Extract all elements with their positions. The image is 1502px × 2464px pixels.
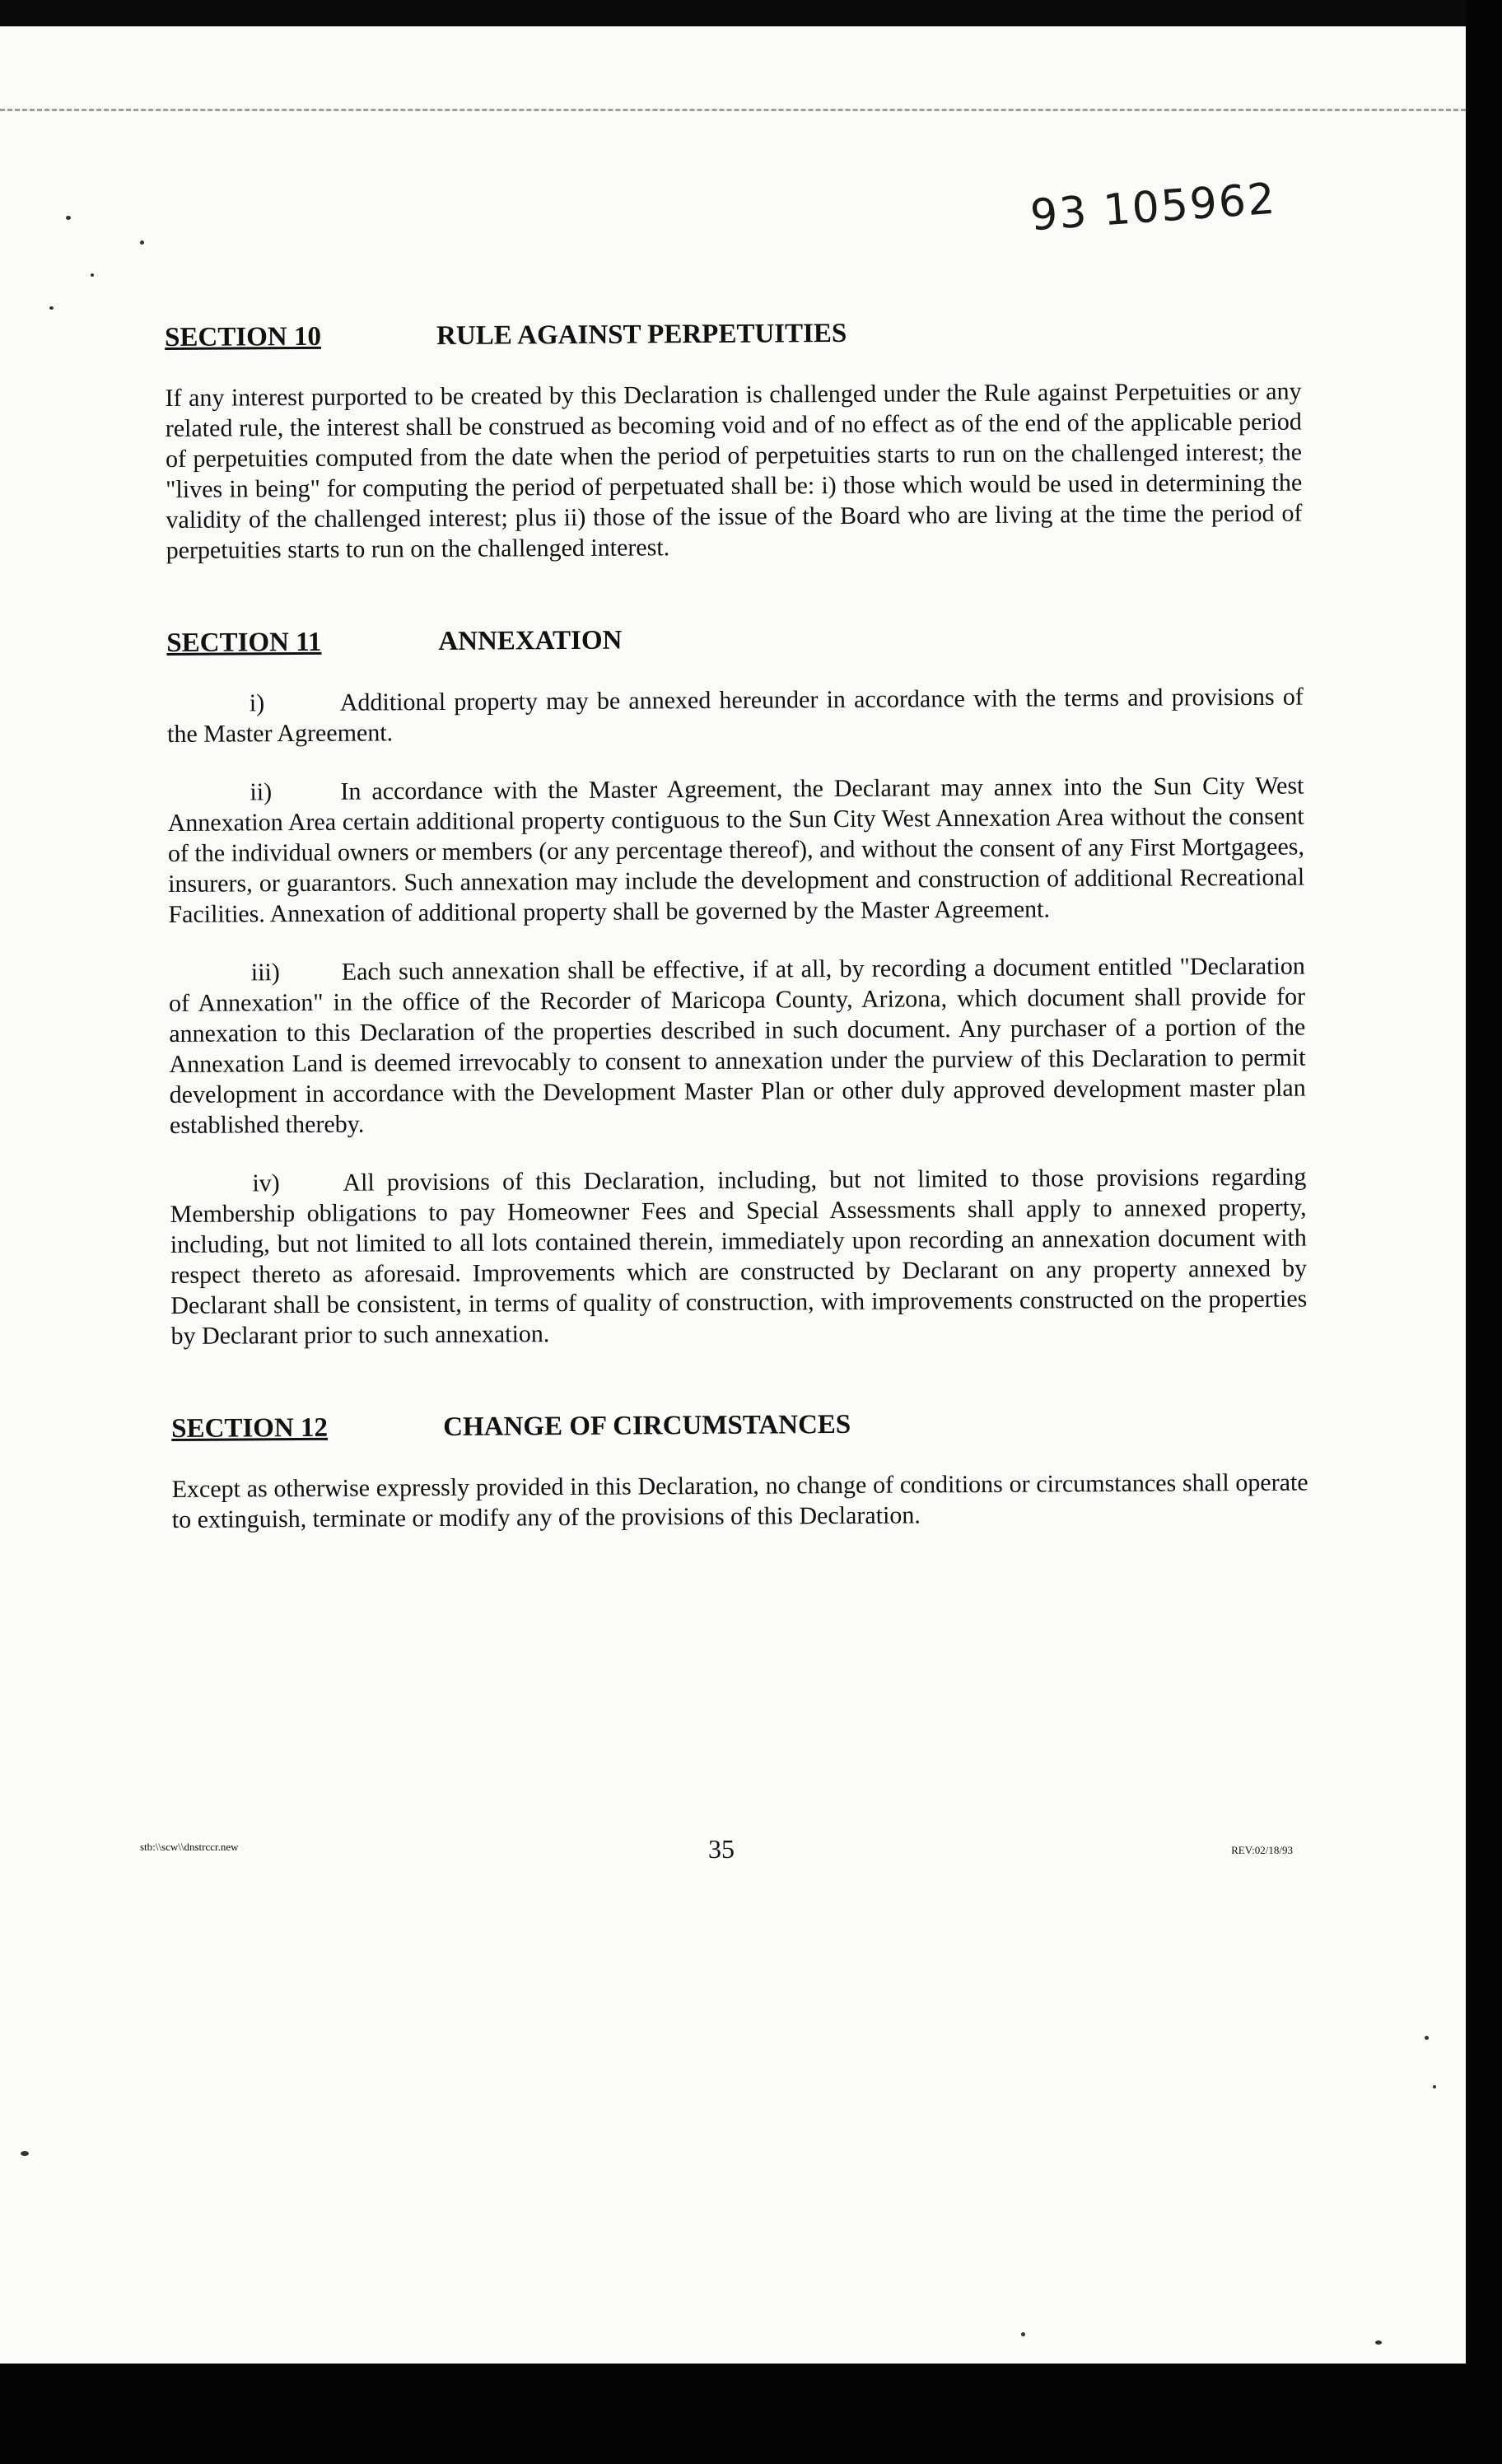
section-title: CHANGE OF CIRCUMSTANCES — [443, 1409, 851, 1442]
clause-marker: i) — [249, 689, 265, 717]
clause-marker: iii) — [250, 959, 280, 987]
clause-marker: iv) — [252, 1169, 280, 1197]
scan-speck — [1021, 2332, 1025, 2336]
annexation-clause-ii — [167, 771, 1304, 930]
clause-text: Each such annexation shall be effective, if at all, by recording a document entitled "Declaration of Annexation" in the office of the Recorder of Maricopa County, Arizona, which document shall provide for annexation to this Declaration of the properties described in such document. Any purchaser of a portion of the Annexation Land is deemed irrevocably to consent to annexation under the purview of this Declaration to permit development in accordance with the Development Master Plan or other duly approved development master plan established thereby. — [168, 952, 1306, 1139]
section-10-heading — [165, 316, 1301, 353]
scan-speck — [1433, 2085, 1436, 2088]
clause-marker: ii) — [250, 778, 273, 806]
section-12-heading — [171, 1407, 1308, 1444]
scan-speck — [140, 240, 144, 245]
clause-text: In accordance with the Master Agreement, the Declarant may annex into the Sun City West Annexation Area certain additional property contiguous to the Sun City West Annexation Area without the consent of the individual owners or members (or any percentage thereof), and without the consent of any First Mortgagees, insurers, or guarantors. Such annexation may include the development and construction of additional Recreational Facilities. Annexation of additional property shall be governed by the Master Agreement. — [167, 772, 1305, 928]
section-12-paragraph: Except as otherwise expressly provided in this Declaration, no change of conditions or circumstances shall operate to extinguish, terminate or modify any of the provisions of this Declaration. — [171, 1468, 1308, 1533]
annexation-clause-iv — [170, 1162, 1307, 1351]
scan-speck — [66, 216, 71, 220]
footer-revision: REV:02/18/93 — [1231, 1844, 1293, 1856]
clause-text: All provisions of this Declaration, including, but not limited to those provisions regarding Membership obligations to pay Homeowner Fees and Special Assessments shall apply to annexed property, including, but not limited to all lots contained therein, immediately upon recording an annexation document with respect thereto as aforesaid. Improvements which are constructed by Declarant on any property annexed by Declarant shall be consistent, in terms of quality of construction, with improvements constructed on the properties by Declarant prior to such annexation. — [170, 1163, 1308, 1350]
annexation-clause-i — [167, 682, 1304, 749]
scan-speck — [91, 273, 94, 277]
document-body — [165, 316, 1308, 1563]
section-number: SECTION 12 — [171, 1412, 329, 1444]
section-number: SECTION 11 — [166, 627, 322, 658]
clause-text: Additional property may be annexed hereunder in accordance with the terms and provisions of the Master Agreement. — [166, 683, 1304, 748]
page-number: 35 — [708, 1834, 735, 1864]
section-title: RULE AGAINST PERPETUITIES — [436, 318, 847, 351]
document-page — [0, 26, 1466, 2364]
scan-artifact-line — [0, 109, 1466, 111]
scan-border-bottom — [0, 2364, 1502, 2464]
section-10-paragraph: If any interest purported to be created by this Declaration is challenged under the Rule against Perpetuities or any related rule, the interest shall be construed as becoming void and of no effect as of the end of the applicable period of perpetuities computed from the date when the period of perpetuities starts to run on the challenged interest; the "lives in being" for computing the period of perpetuated shall be: i) those which would be used in determining the validity of the challenged interest; plus ii) those of the issue of the Board who are living at the time the period of perpetuities starts to run on the challenged interest. — [165, 377, 1303, 564]
scan-speck — [21, 2151, 29, 2156]
scan-border-right — [1466, 0, 1502, 2464]
section-title: ANNEXATION — [438, 625, 623, 656]
scan-speck — [1375, 2340, 1382, 2345]
scan-speck — [49, 306, 54, 310]
footer-file-path: stb:\\scw\\dnstrccr.new — [140, 1841, 239, 1853]
annexation-clause-iii — [169, 951, 1306, 1141]
recording-number: 93 105962 — [1029, 174, 1278, 241]
scan-speck — [1425, 2036, 1429, 2040]
section-number: SECTION 10 — [165, 321, 322, 352]
section-11-heading — [166, 622, 1303, 659]
